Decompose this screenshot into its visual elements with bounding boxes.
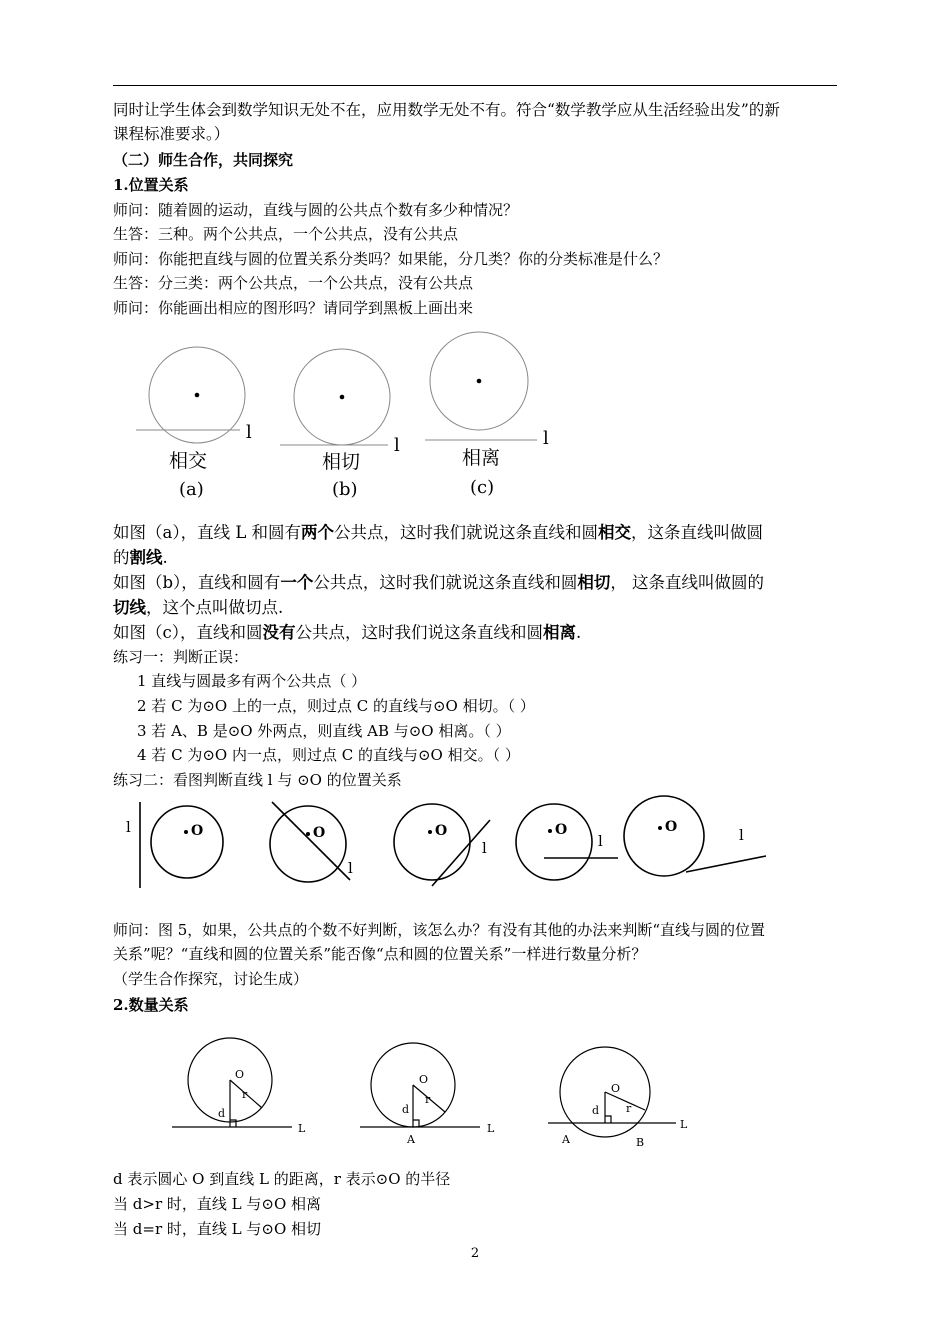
q-label-b: B [636,1136,645,1149]
q-label-l: L [298,1122,306,1135]
q-label-a: A [562,1133,570,1146]
line-label: l [348,859,353,877]
q-label-o: O [235,1068,245,1081]
center-label: O [435,823,448,839]
subsection-heading-1: 1.位置关系 [113,176,189,194]
dialogue-line: 师问：你能画出相应的图形吗？请同学到黑板上画出来 [113,299,474,317]
q-label-a: A [407,1133,415,1146]
definition-intersect: 如图（a），直线 L 和圆有两个公共点，这时我们就说这条直线和圆相交，这条直线叫做圆 的割线. [113,523,764,567]
line-label: l [126,818,131,836]
center-label: O [191,823,204,839]
q-label-d: d [592,1104,600,1117]
conclusion-line: d 表示圆心 O 到直线 L 的距离，r 表示⊙O 的半径 [113,1170,451,1188]
exercise-2-title: 练习二：看图判断直线 l 与 ⊙O 的位置关系 [113,771,402,789]
q-right-angle-1 [230,1120,236,1127]
q-right-angle-3 [605,1116,611,1123]
question-line-1: 师问：图 5，如果，公共点的个数不好判断，该怎么办？有没有其他的办法来判断“直线与圆的位置 [113,921,765,939]
letter-a: (a) [179,479,204,500]
exercise-1-title: 练习一：判断正误： [113,648,249,666]
question-line-3: （学生合作探究，讨论生成） [113,970,309,988]
exercise-1-item: 3 若 A、B 是⊙O 外两点，则直线 AB 与⊙O 相离。（ ） [137,722,511,740]
line-label-a: l [246,422,252,443]
page-number: 2 [470,1246,480,1261]
dialogue-line: 师问：你能把直线与圆的位置关系分类吗？如果能，分几类？你的分类标准是什么？ [113,250,669,268]
q-label-r: r [242,1088,248,1101]
subsection-heading-2: 2.数量关系 [113,996,189,1014]
dialogue-line: 生答：分三类：两个公共点，一个公共点，没有公共点 [113,274,474,292]
intro-line-1: 同时让学生体会到数学知识无处不在，应用数学无处不有。符合“数学教学应从生活经验出发”的新 [113,101,780,119]
intro-line-2: 课程标准要求。） [113,125,230,143]
dialogue-line: 师问：随着圆的运动，直线与圆的公共点个数有多少种情况？ [113,201,519,219]
exercise-1-item: 4 若 C 为⊙O 内一点，则过点 C 的直线与⊙O 相交。（ ） [137,746,520,764]
question-line-2: 关系”呢？“直线和圆的位置关系”能否像“点和圆的位置关系”一样进行数量分析？ [113,945,647,963]
caption-a: 相交 [169,450,208,472]
line-label-c: l [543,428,549,449]
q-label-l: L [487,1122,495,1135]
conclusion-line: 当 d>r 时，直线 L 与⊙O 相离 [113,1195,322,1213]
definition-tangent: 如图（b），直线和圆有一个公共点，这时我们就说这条直线和圆相切， 这条直线叫做圆的 切线，这个点叫做切点. [113,573,765,617]
caption-c: 相离 [462,447,501,469]
definition-separate: 如图（c），直线和圆没有公共点，这时我们说这条直线和圆相离. [113,623,582,642]
section-heading: （二）师生合作，共同探究 [113,151,294,169]
line-label: l [482,839,487,857]
q-label-d: d [402,1103,410,1116]
q-label-o: O [611,1082,621,1095]
center-label: O [555,822,568,838]
line-label-b: l [394,435,400,456]
exercise-1-item: 1 直线与圆最多有两个公共点（ ） [137,672,367,690]
letter-c: (c) [470,477,495,498]
letter-b: (b) [332,479,358,500]
center-label: O [665,819,678,835]
q-right-angle-2 [413,1120,419,1127]
center-label: O [313,825,326,841]
q-label-o: O [419,1073,429,1086]
q-label-r: r [626,1102,632,1115]
line-label: l [739,826,744,844]
conclusion-line: 当 d=r 时，直线 L 与⊙O 相切 [113,1220,322,1238]
caption-b: 相切 [322,451,361,473]
dialogue-line: 生答：三种。两个公共点，一个公共点，没有公共点 [113,225,459,243]
q-label-d: d [218,1107,226,1120]
exercise-1-item: 2 若 C 为⊙O 上的一点，则过点 C 的直线与⊙O 相切。（ ） [137,697,535,715]
q-label-r: r [425,1093,431,1106]
q-label-l: L [680,1118,688,1131]
line-label: l [598,832,603,850]
